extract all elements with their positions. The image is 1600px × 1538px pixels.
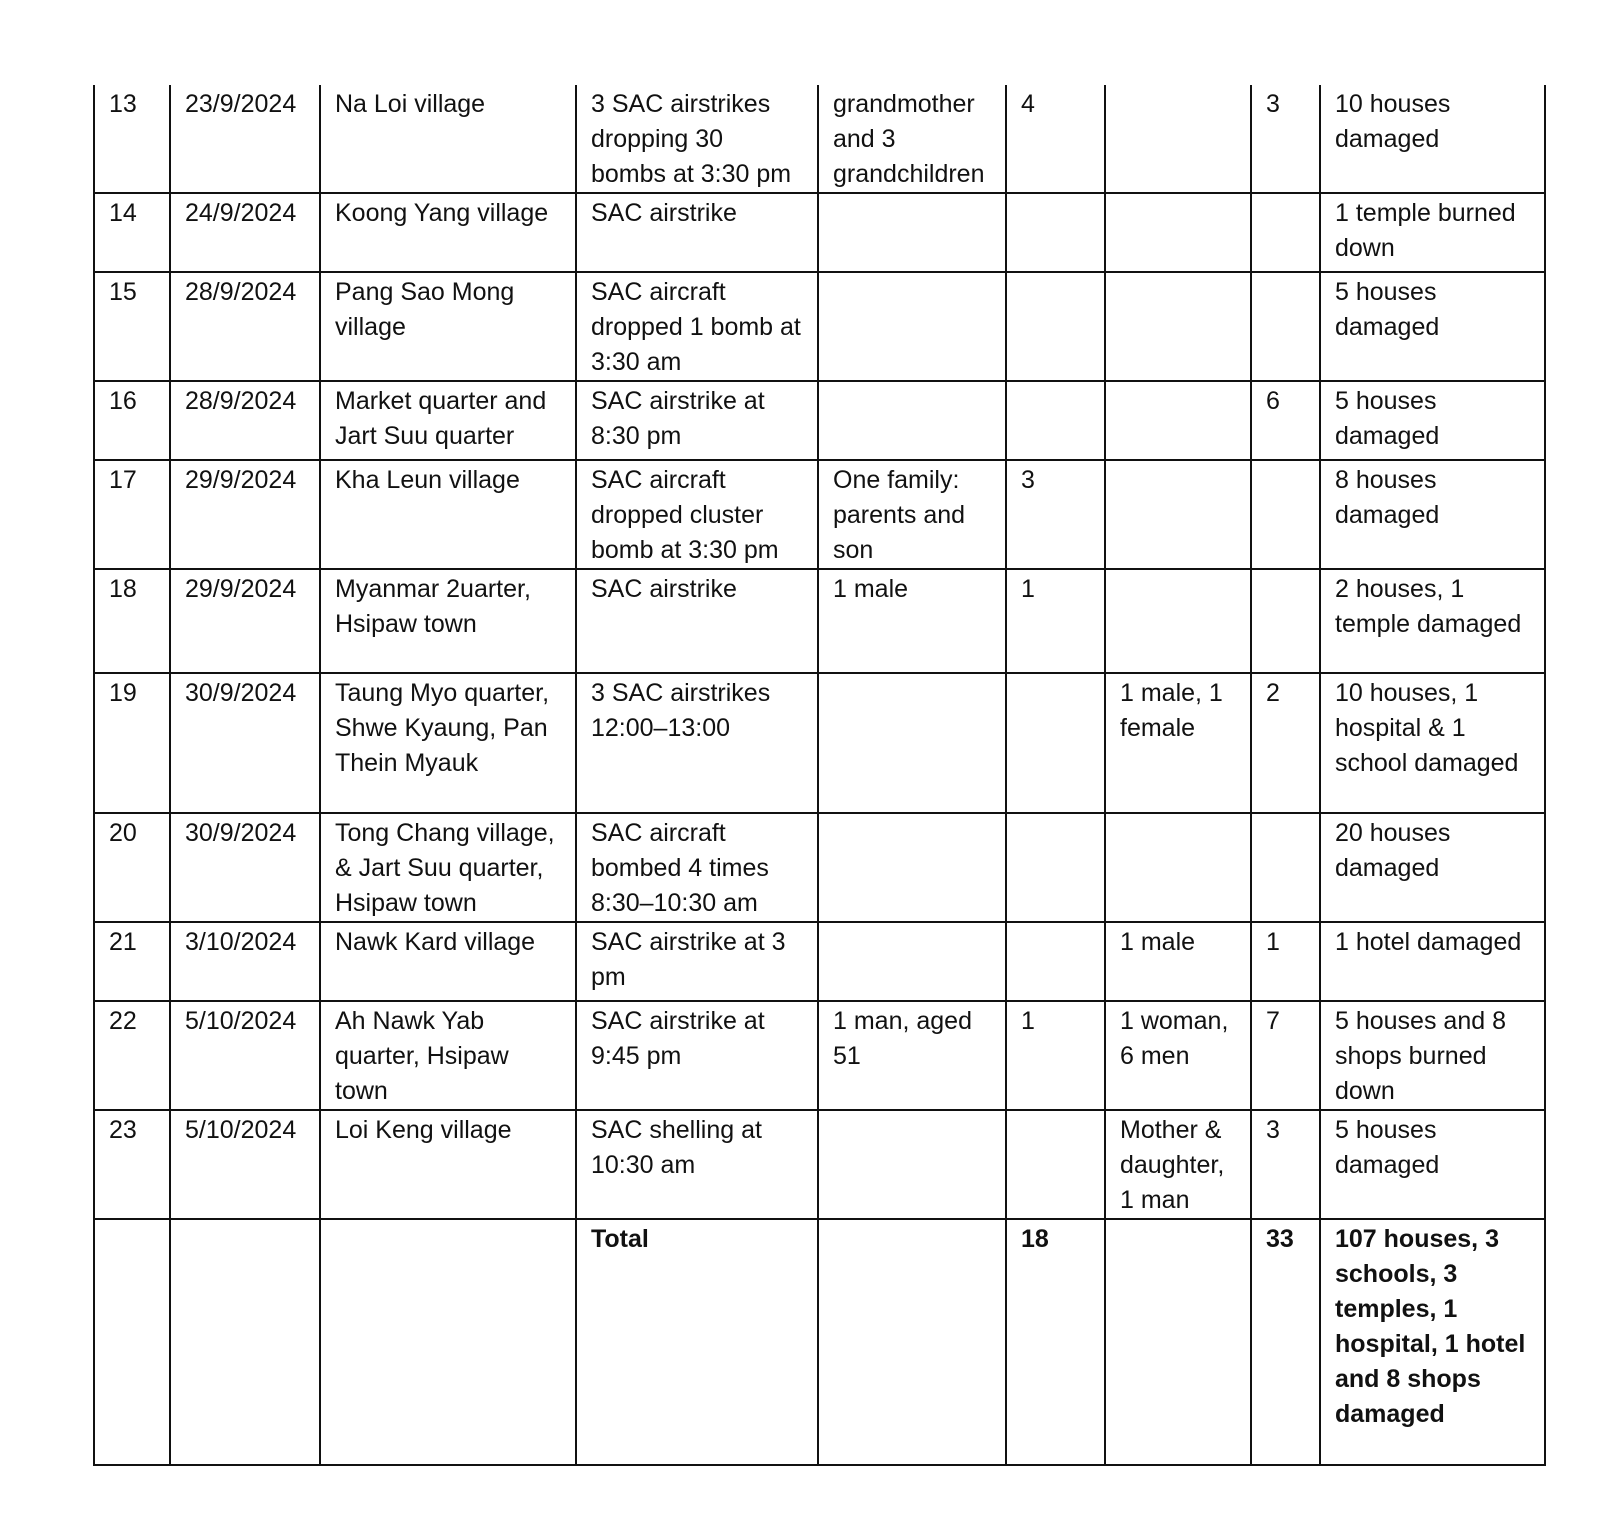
- cell-killed: [818, 813, 1006, 922]
- cell-incident: SAC shelling at 10:30 am: [576, 1110, 818, 1219]
- cell-damage: 10 houses, 1 hospital & 1 school damaged: [1320, 673, 1545, 813]
- cell-no: 18: [94, 569, 170, 673]
- cell-killed: One family: parents and son: [818, 460, 1006, 569]
- table-row: [94, 85, 1545, 193]
- cell-injured-count: 3: [1251, 1110, 1320, 1219]
- cell-incident: SAC aircraft bombed 4 times 8:30–10:30 am: [576, 813, 818, 922]
- cell-location: Taung Myo quarter, Shwe Kyaung, Pan Thein Myauk: [320, 673, 576, 813]
- cell-date: 28/9/2024: [170, 381, 320, 460]
- cell-date: 30/9/2024: [170, 813, 320, 922]
- cell-injured: [1105, 569, 1251, 673]
- cell-location: Ah Nawk Yab quarter, Hsipaw town: [320, 1001, 576, 1110]
- cell-damage: 5 houses damaged: [1320, 272, 1545, 381]
- cell-location: Kha Leun village: [320, 460, 576, 569]
- cell-injured: Mother & daughter, 1 man: [1105, 1110, 1251, 1219]
- cell-injured-count: 2: [1251, 673, 1320, 813]
- total-label: Total: [576, 1219, 818, 1465]
- cell-killed: [818, 381, 1006, 460]
- cell-injured-count: 3: [1251, 85, 1320, 193]
- cell-killed-count: [1006, 193, 1105, 272]
- cell-incident: SAC airstrike: [576, 193, 818, 272]
- cell-date: 29/9/2024: [170, 460, 320, 569]
- total-injured-count: 33: [1251, 1219, 1320, 1465]
- cell-killed-count: [1006, 272, 1105, 381]
- cell-injured: [1105, 272, 1251, 381]
- cell-no: 13: [94, 85, 170, 193]
- cell-damage: 5 houses damaged: [1320, 381, 1545, 460]
- table-row: [94, 673, 1545, 813]
- table-row: [94, 460, 1545, 569]
- cell-injured: [1105, 381, 1251, 460]
- cell-injured-count: [1251, 193, 1320, 272]
- cell-injured: 1 male, 1 female: [1105, 673, 1251, 813]
- cell-killed-count: [1006, 673, 1105, 813]
- cell-incident: SAC airstrike at 3 pm: [576, 922, 818, 1001]
- table-row: [94, 1110, 1545, 1219]
- cell-killed-count: [1006, 922, 1105, 1001]
- cell-date: 5/10/2024: [170, 1110, 320, 1219]
- total-damage: 107 houses, 3 schools, 3 temples, 1 hospital, 1 hotel and 8 shops damaged: [1320, 1219, 1545, 1465]
- cell-date: 5/10/2024: [170, 1001, 320, 1110]
- cell-killed: 1 male: [818, 569, 1006, 673]
- cell-no: 20: [94, 813, 170, 922]
- cell-no: [94, 1219, 170, 1465]
- cell-no: 17: [94, 460, 170, 569]
- cell-no: 16: [94, 381, 170, 460]
- cell-incident: SAC airstrike at 9:45 pm: [576, 1001, 818, 1110]
- table-row: [94, 1001, 1545, 1110]
- cell-injured: [1105, 85, 1251, 193]
- cell-injured-count: [1251, 272, 1320, 381]
- cell-no: 22: [94, 1001, 170, 1110]
- cell-killed: [818, 193, 1006, 272]
- cell-killed: [818, 1219, 1006, 1465]
- cell-injured: 1 woman, 6 men: [1105, 1001, 1251, 1110]
- cell-location: Pang Sao Mong village: [320, 272, 576, 381]
- cell-location: [320, 1219, 576, 1465]
- table-row: [94, 922, 1545, 1001]
- cell-damage: 1 temple burned down: [1320, 193, 1545, 272]
- cell-injured-count: 7: [1251, 1001, 1320, 1110]
- cell-no: 14: [94, 193, 170, 272]
- cell-no: 23: [94, 1110, 170, 1219]
- cell-location: Na Loi village: [320, 85, 576, 193]
- cell-damage: 10 houses damaged: [1320, 85, 1545, 193]
- cell-incident: 3 SAC airstrikes 12:00–13:00: [576, 673, 818, 813]
- cell-no: 21: [94, 922, 170, 1001]
- cell-injured-count: [1251, 460, 1320, 569]
- cell-killed-count: 1: [1006, 569, 1105, 673]
- cell-injured: [1105, 1219, 1251, 1465]
- cell-killed-count: [1006, 1110, 1105, 1219]
- cell-injured: [1105, 460, 1251, 569]
- cell-date: [170, 1219, 320, 1465]
- cell-damage: 20 houses damaged: [1320, 813, 1545, 922]
- cell-killed-count: [1006, 381, 1105, 460]
- cell-injured: 1 male: [1105, 922, 1251, 1001]
- cell-damage: 2 houses, 1 temple damaged: [1320, 569, 1545, 673]
- cell-killed: grandmother and 3 grandchildren: [818, 85, 1006, 193]
- cell-killed-count: 1: [1006, 1001, 1105, 1110]
- cell-incident: SAC aircraft dropped cluster bomb at 3:30 pm: [576, 460, 818, 569]
- cell-date: 23/9/2024: [170, 85, 320, 193]
- cell-injured: [1105, 813, 1251, 922]
- cell-injured-count: 1: [1251, 922, 1320, 1001]
- incident-table: [93, 85, 1546, 1466]
- cell-injured-count: [1251, 813, 1320, 922]
- cell-damage: 5 houses and 8 shops burned down: [1320, 1001, 1545, 1110]
- cell-killed-count: 4: [1006, 85, 1105, 193]
- cell-date: 30/9/2024: [170, 673, 320, 813]
- cell-date: 3/10/2024: [170, 922, 320, 1001]
- cell-location: Myanmar 2uarter, Hsipaw town: [320, 569, 576, 673]
- table-row: [94, 381, 1545, 460]
- cell-injured-count: 6: [1251, 381, 1320, 460]
- cell-location: Tong Chang village, & Jart Suu quarter, Hsipaw town: [320, 813, 576, 922]
- cell-killed: [818, 272, 1006, 381]
- cell-location: Koong Yang village: [320, 193, 576, 272]
- cell-location: Nawk Kard village: [320, 922, 576, 1001]
- cell-killed-count: [1006, 813, 1105, 922]
- cell-killed: [818, 922, 1006, 1001]
- cell-no: 19: [94, 673, 170, 813]
- cell-killed: [818, 673, 1006, 813]
- cell-killed: 1 man, aged 51: [818, 1001, 1006, 1110]
- cell-date: 28/9/2024: [170, 272, 320, 381]
- cell-injured-count: [1251, 569, 1320, 673]
- total-killed-count: 18: [1006, 1219, 1105, 1465]
- cell-location: Loi Keng village: [320, 1110, 576, 1219]
- cell-damage: 1 hotel damaged: [1320, 922, 1545, 1001]
- table-row: [94, 569, 1545, 673]
- table-row: [94, 813, 1545, 922]
- cell-injured: [1105, 193, 1251, 272]
- cell-killed-count: 3: [1006, 460, 1105, 569]
- cell-date: 24/9/2024: [170, 193, 320, 272]
- table-row: [94, 193, 1545, 272]
- cell-damage: 5 houses damaged: [1320, 1110, 1545, 1219]
- cell-killed: [818, 1110, 1006, 1219]
- cell-date: 29/9/2024: [170, 569, 320, 673]
- cell-incident: SAC aircraft dropped 1 bomb at 3:30 am: [576, 272, 818, 381]
- total-row: [94, 1219, 1545, 1465]
- cell-location: Market quarter and Jart Suu quarter: [320, 381, 576, 460]
- cell-no: 15: [94, 272, 170, 381]
- cell-incident: SAC airstrike at 8:30 pm: [576, 381, 818, 460]
- cell-damage: 8 houses damaged: [1320, 460, 1545, 569]
- cell-incident: SAC airstrike: [576, 569, 818, 673]
- cell-incident: 3 SAC airstrikes dropping 30 bombs at 3:30 pm: [576, 85, 818, 193]
- table-row: [94, 272, 1545, 381]
